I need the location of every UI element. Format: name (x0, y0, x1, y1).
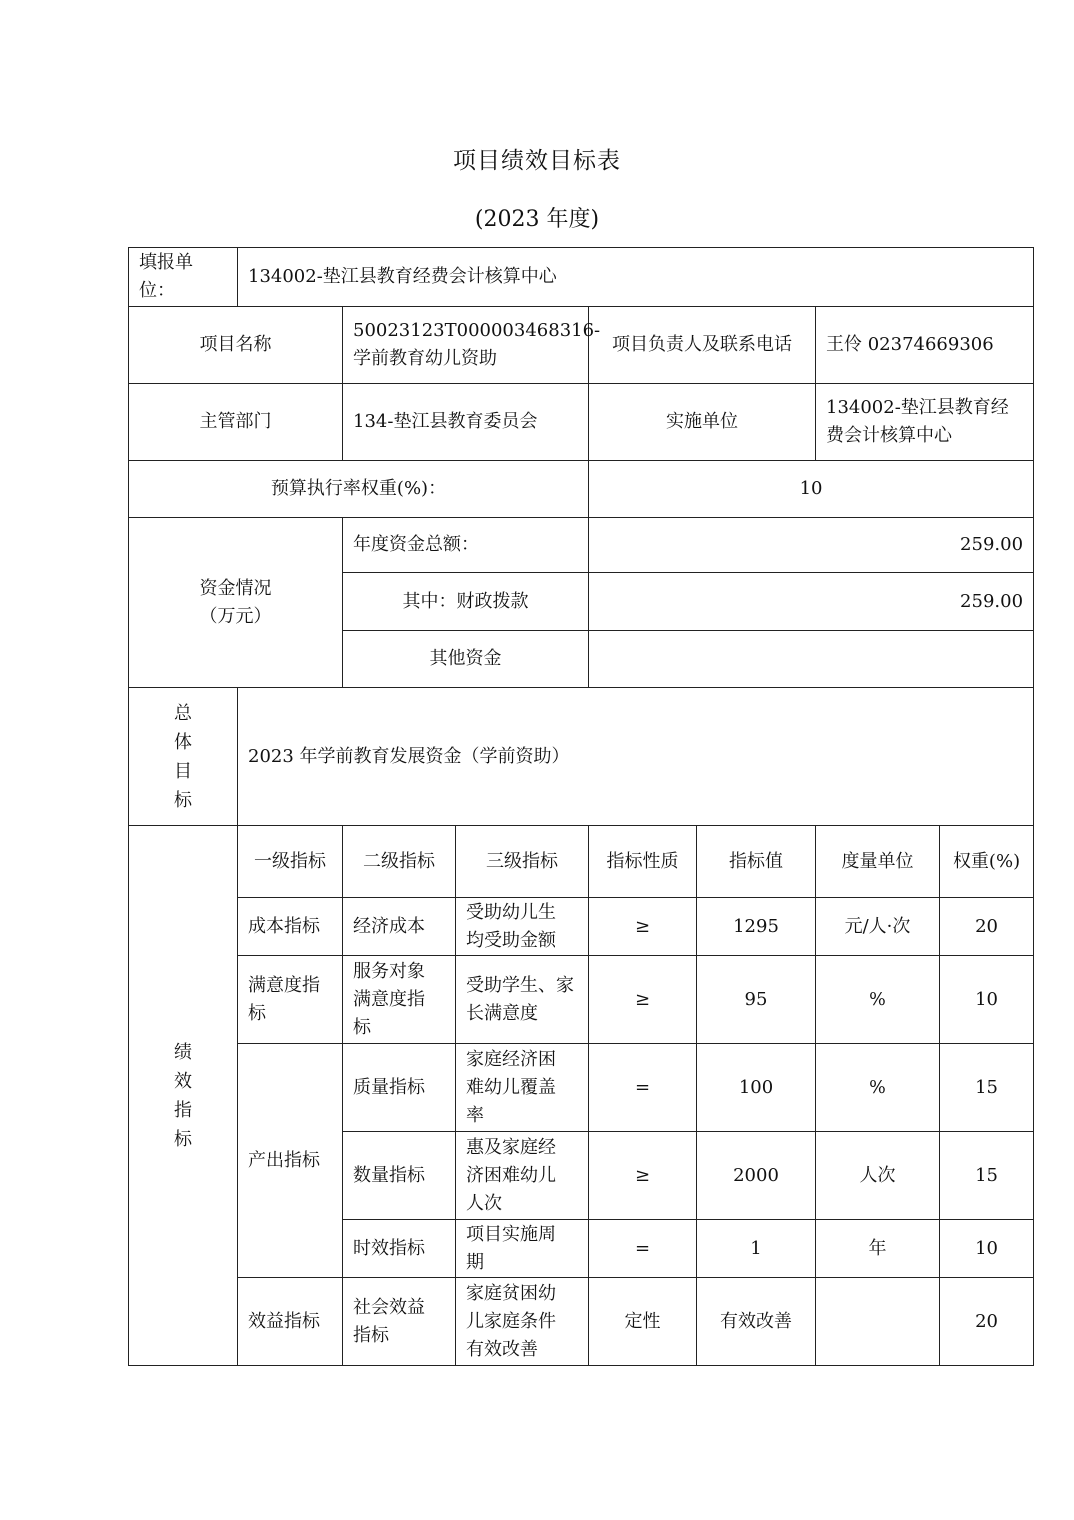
row-nature: ≥ (589, 898, 697, 956)
row-level3: 受助学生、家 长满意度 (456, 956, 589, 1044)
reporting-unit-row (129, 248, 1034, 307)
budget-rate-value: 10 (589, 461, 1034, 518)
header-level2: 二级指标 (343, 826, 456, 898)
indicator-header-row (129, 826, 1034, 898)
row-level2: 服务对象 满意度指 标 (343, 956, 456, 1044)
row-nature: = (589, 1044, 697, 1132)
funds-total-value: 259.00 (589, 518, 1034, 573)
header-value: 指标值 (697, 826, 816, 898)
row-level3: 惠及家庭经 济困难幼儿 人次 (456, 1132, 589, 1220)
row-nature: 定性 (589, 1278, 697, 1366)
table-row (129, 956, 1034, 1044)
row-level1: 满意度指 标 (238, 956, 343, 1044)
row-unit: 年 (816, 1220, 940, 1278)
header-level1: 一级指标 (238, 826, 343, 898)
contact-label: 项目负责人及联系电话 (589, 307, 816, 384)
row-weight: 10 (940, 1220, 1034, 1278)
overall-goal-row (129, 688, 1034, 826)
row-level2: 社会效益 指标 (343, 1278, 456, 1366)
header-weight: 权重(%) (940, 826, 1034, 898)
project-name-label: 项目名称 (129, 307, 343, 384)
reporting-unit-value: 134002-垫江县教育经费会计核算中心 (238, 248, 1034, 307)
row-weight: 20 (940, 1278, 1034, 1366)
funds-total-label: 年度资金总额： (343, 518, 589, 573)
row-level2: 质量指标 (343, 1044, 456, 1132)
funds-fiscal-value: 259.00 (589, 573, 1034, 631)
implementing-unit-label: 实施单位 (589, 384, 816, 461)
project-name-value: 50023123T000003468316- 学前教育幼儿资助 (343, 307, 589, 384)
row-value: 有效改善 (697, 1278, 816, 1366)
row-value: 95 (697, 956, 816, 1044)
row-nature: ≥ (589, 956, 697, 1044)
funds-total-row (129, 518, 1034, 573)
overall-goal-text: 2023 年学前教育发展资金（学前资助） (238, 688, 1034, 826)
project-name-row (129, 307, 1034, 384)
row-unit (816, 1278, 940, 1366)
performance-table (128, 247, 1034, 1366)
row-level1: 效益指标 (238, 1278, 343, 1366)
budget-rate-label: 预算执行率权重(%)： (129, 461, 589, 518)
department-value: 134-垫江县教育委员会 (343, 384, 589, 461)
funds-other-label: 其他资金 (343, 631, 589, 688)
row-weight: 15 (940, 1132, 1034, 1220)
row-level3: 家庭经济困 难幼儿覆盖 率 (456, 1044, 589, 1132)
row-nature: ≥ (589, 1132, 697, 1220)
row-value: 2000 (697, 1132, 816, 1220)
reporting-unit-label: 填报单 位： (129, 248, 238, 307)
header-level3: 三级指标 (456, 826, 589, 898)
overall-goal-label: 总 体 目 标 (129, 688, 238, 826)
row-level2: 时效指标 (343, 1220, 456, 1278)
row-weight: 15 (940, 1044, 1034, 1132)
table-row (129, 1044, 1034, 1132)
page-title: 项目绩效目标表 (453, 148, 621, 174)
row-unit: 元/人·次 (816, 898, 940, 956)
row-level2: 数量指标 (343, 1132, 456, 1220)
header-unit: 度量单位 (816, 826, 940, 898)
funds-other-value (589, 631, 1034, 688)
table-row (129, 1278, 1034, 1366)
contact-value: 王伶 02374669306 (816, 307, 1034, 384)
page-subtitle: (2023 年度) (474, 207, 600, 232)
implementing-unit-value: 134002-垫江县教育经 费会计核算中心 (816, 384, 1034, 461)
row-weight: 20 (940, 898, 1034, 956)
row-unit: % (816, 1044, 940, 1132)
department-row (129, 384, 1034, 461)
row-level3: 家庭贫困幼 儿家庭条件 有效改善 (456, 1278, 589, 1366)
row-level2: 经济成本 (343, 898, 456, 956)
row-unit: % (816, 956, 940, 1044)
row-level3: 受助幼儿生 均受助金额 (456, 898, 589, 956)
department-label: 主管部门 (129, 384, 343, 461)
row-value: 1 (697, 1220, 816, 1278)
performance-indicator-label: 绩 效 指 标 (129, 826, 238, 1366)
row-nature: = (589, 1220, 697, 1278)
budget-rate-row (129, 461, 1034, 518)
row-unit: 人次 (816, 1132, 940, 1220)
funds-label: 资金情况 （万元） (129, 518, 343, 688)
row-level1: 产出指标 (238, 1044, 343, 1278)
row-weight: 10 (940, 956, 1034, 1044)
header-nature: 指标性质 (589, 826, 697, 898)
table-row (129, 898, 1034, 956)
row-level3: 项目实施周 期 (456, 1220, 589, 1278)
row-value: 100 (697, 1044, 816, 1132)
row-level1: 成本指标 (238, 898, 343, 956)
row-value: 1295 (697, 898, 816, 956)
funds-fiscal-label: 其中：财政拨款 (343, 573, 589, 631)
